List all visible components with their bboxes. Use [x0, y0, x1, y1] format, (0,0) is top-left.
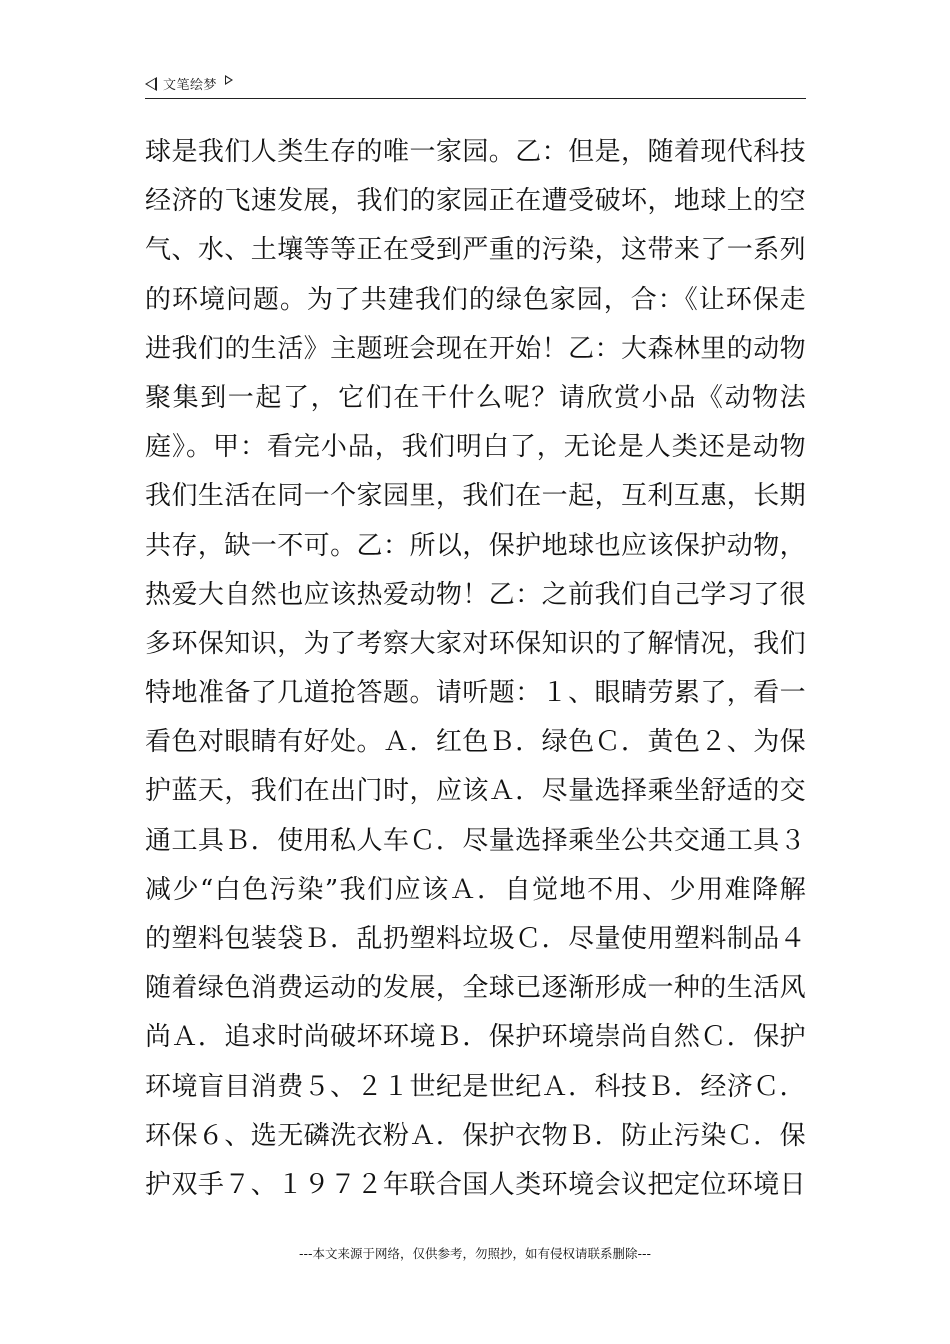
text-line: 的环境问题。为了共建我们的绿色家园，合：《让环保走 [145, 284, 806, 315]
triangle-right-icon [225, 75, 233, 85]
text-line: 进我们的生活》主题班会现在开始！乙：大森林里的动物 [145, 333, 806, 364]
header-title: 文笔绘梦 [163, 77, 218, 93]
text-line: 特地准备了几道抢答题。请听题：１、眼睛劳累了，看一 [145, 678, 806, 709]
text-line: 看色对眼睛有好处。Ａ．红色Ｂ．绿色Ｃ．黄色２、为保 [145, 727, 806, 758]
text-line: 多环保知识，为了考察大家对环保知识的了解情况，我们 [145, 628, 806, 659]
page-header [145, 68, 806, 99]
text-line: 的塑料包装袋Ｂ．乱扔塑料垃圾Ｃ．尽量使用塑料制品４ [145, 924, 806, 954]
text-line: 共存，缺一不可。乙：所以，保护地球也应该保护动物， [145, 530, 806, 561]
text-line: 庭》。甲：看完小品，我们明白了，无论是人类还是动物 [145, 432, 806, 463]
text-line: 通工具Ｂ．使用私人车Ｃ．尽量选择乘坐公共交通工具３ [145, 825, 806, 856]
text-line: 护双手７、１９７２年联合国人类环境会议把定位环境日 [145, 1169, 806, 1200]
text-line: 球是我们人类生存的唯一家园。乙：但是，随着现代科技 [145, 137, 806, 167]
text-line: 环保６、选无磷洗衣粉Ａ．保护衣物Ｂ．防止污染Ｃ．保 [145, 1120, 806, 1151]
text-line: 护蓝天，我们在出门时，应该Ａ．尽量选择乘坐舒适的交 [145, 776, 806, 807]
text-line: 减少“白色污染”我们应该Ａ．自觉地不用、少用难降解 [145, 874, 806, 905]
text-line: 我们生活在同一个家园里，我们在一起，互利互惠，长期 [145, 481, 806, 512]
page-footer: ---本文来源于网络，仅供参考，勿照抄，如有侵权请联系删除--- [298, 1246, 652, 1261]
text-line: 经济的飞速发展，我们的家园正在遭受破坏，地球上的空 [145, 186, 806, 217]
text-line: 随着绿色消费运动的发展，全球已逐渐形成一种的生活风 [145, 973, 806, 1004]
document-body [145, 128, 806, 1210]
text-line: 环境盲目消费５、２１世纪是世纪Ａ．科技Ｂ．经济Ｃ． [145, 1071, 806, 1102]
text-line: 聚集到一起了，它们在干什么呢？请欣赏小品《动物法 [145, 382, 806, 413]
text-line: 气、水、土壤等等正在受到严重的污染，这带来了一系列 [145, 235, 806, 266]
text-line: 尚Ａ．追求时尚破坏环境Ｂ．保护环境崇尚自然Ｃ．保护 [145, 1022, 806, 1053]
text-line: 热爱大自然也应该热爱动物！乙：之前我们自己学习了很 [145, 579, 806, 610]
triangle-left-icon [145, 77, 157, 91]
